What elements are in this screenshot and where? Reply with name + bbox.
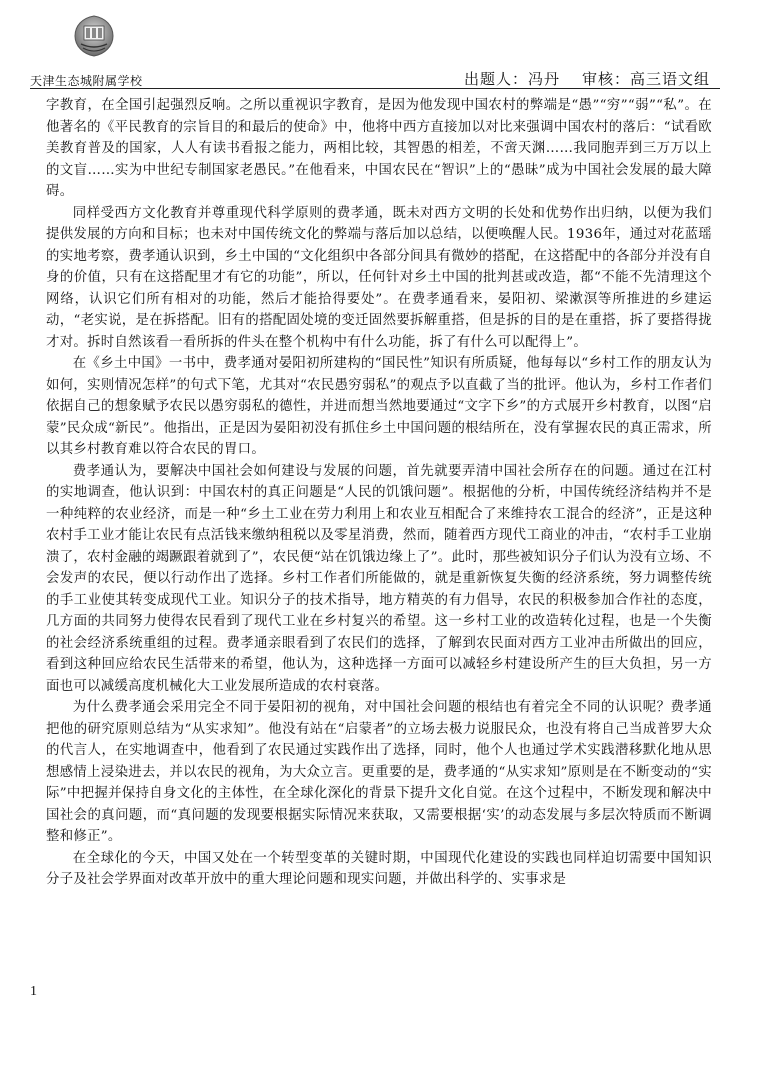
header-divider — [30, 88, 720, 89]
author-label: 出题人： — [463, 70, 528, 88]
paragraph: 在全球化的今天，中国又处在一个转型变革的关键时期，中国现代化建设的实践也同样迫切需要中国知识分子及社会学界面对改革开放中的重大理论问题和现实问题，并做出科学的、实事求是 — [46, 850, 712, 887]
article-body — [46, 95, 712, 891]
school-logo — [30, 14, 160, 88]
school-emblem-icon — [71, 14, 117, 58]
reviewer-label: 审核： — [581, 70, 630, 88]
paragraph-continued: 字教育，在全国引起强烈反响。之所以重视识字教育，是因为他发现中国农村的弊端是“愚”“穷”“弱”“私”。在他著名的《平民教育的宗旨目的和最后的使命》中，他将中西方直接加以对比来强调中国农村的落后：“试看欧美教育普及的国家，人人有读书看报之能力，两相比较，其智愚的相差，不啻天渊……我同胞弄到三万万以上的文盲……实为中世纪专制国家老愚民。”在他看来，中国农民在“智识”上的“愚昧”成为中国社会发展的最大障碍。 — [46, 98, 712, 199]
page-header — [0, 0, 758, 92]
paragraph: 同样受西方文化教育并尊重现代科学原则的费孝通，既未对西方文明的长处和优势作出归纳，以便为我们提供发展的方向和目标；也未对中国传统文化的弊端与落后加以总结，以便唤醒人民。1936年，通过对花蓝瑶的实地考察，费孝通认识到，乡土中国的“文化组织中各部分间具有微妙的搭配，在这搭配中的各部分并没有自身的价值，只有在这搭配里才有它的功能”，所以，任何针对乡土中国的批判甚或改造，都“不能不先清理这个网络，认识它们所有相对的功能，然后才能拾得要处”。在费孝通看来，晏阳初、梁漱溟等所推进的乡建运动，“老实说，是在拆搭配。旧有的搭配固处境的变迁固然要拆解重搭，但是拆的目的是在重搭，拆了要搭得拢才对。拆时自然该看一看所拆的件头在整个机构中有什么功能，拆了有什么可以配得上”。 — [46, 205, 712, 350]
school-name: 天津生态城附属学校 — [30, 74, 143, 88]
paragraph: 为什么费孝通会采用完全不同于晏阳初的视角，对中国社会问题的根结也有着完全不同的认识呢？费孝通把他的研究原则总结为“从实求知”。他没有站在“启蒙者”的立场去极力说服民众，也没有将自己当成普罗大众的代言人，在实地调查中，他看到了农民通过实践作出了选择，同时，他个人也通过学术实践潜移默化地从思想感情上浸染进去，并以农民的视角，为大众立言。更重要的是，费孝通的“从实求知”原则是在不断变动的“实际”中把握并保持自身文化的主体性，在全球化深化的背景下提升文化自觉。在这个过程中，不断发现和解决中国社会的真问题，而“真问题的发现要根据实际情况来获取，又需要根据‘实’的动态发展与多层次特质而不断调整和修正”。 — [46, 700, 712, 844]
paragraph: 在《乡土中国》一书中，费孝通对晏阳初所建构的“国民性”知识有所质疑，他每每以“乡村工作的朋友认为如何，实则情况怎样”的句式下笔，尤其对“农民愚穷弱私”的观点予以直截了当的批评。他认为，乡村工作者们依据自己的想象赋予农民以愚穷弱私的德性，并进而想当然地要通过“文字下乡”的方式展开乡村教育，以图“启蒙”民众成“新民”。他指出，正是因为晏阳初没有抓住乡土中国问题的根结所在，没有掌握农民的真正需求，所以其乡村教育难以符合农民的胃口。 — [46, 356, 712, 457]
exam-credits — [464, 68, 710, 89]
author-name: 冯丹 — [527, 70, 560, 88]
page-number: 1 — [30, 984, 37, 999]
reviewer-name: 高三语文组 — [629, 70, 710, 88]
paragraph: 费孝通认为，要解决中国社会如何建设与发展的问题，首先就要弄清中国社会所存在的问题。通过在江村的实地调查，他认识到：中国农村的真正问题是“人民的饥饿问题”。根据他的分析，中国传统经济结构并不是一种纯粹的农业经济，而是一种“乡土工业在劳力利用上和农业互相配合了来维持农工混合的经济”，正是这种农村手工业才能让农民有点活钱来缴纳租税以及零星消费，然而，随着西方现代工商业的冲击，“农村手工业崩溃了，农村金融的竭蹶跟着就到了”，农民便“站在饥饿边缘上了”。此时，那些被知识分子们认为没有立场、不会发声的农民，便以行动作出了选择。乡村工作者们所能做的，就是重新恢复失衡的经济系统，努力调整传统的手工业使其转变成现代工业。知识分子的技术指导，地方精英的有力倡导，农民的积极参加合作社的态度，几方面的共同努力使得农民看到了现代工业在乡村复兴的希望。这一乡村工业的改造转化过程，也是一个失衡的社会经济系统重组的过程。费孝通亲眼看到了农民们的选择，了解到农民面对西方工业冲击所做出的回应，看到这种回应给农民生活带来的希望，他认为，这种选择一方面可以减轻乡村建设所产生的巨大负担，另一方面也可以减缓高度机械化大工业发展所造成的农村衰落。 — [46, 463, 712, 694]
